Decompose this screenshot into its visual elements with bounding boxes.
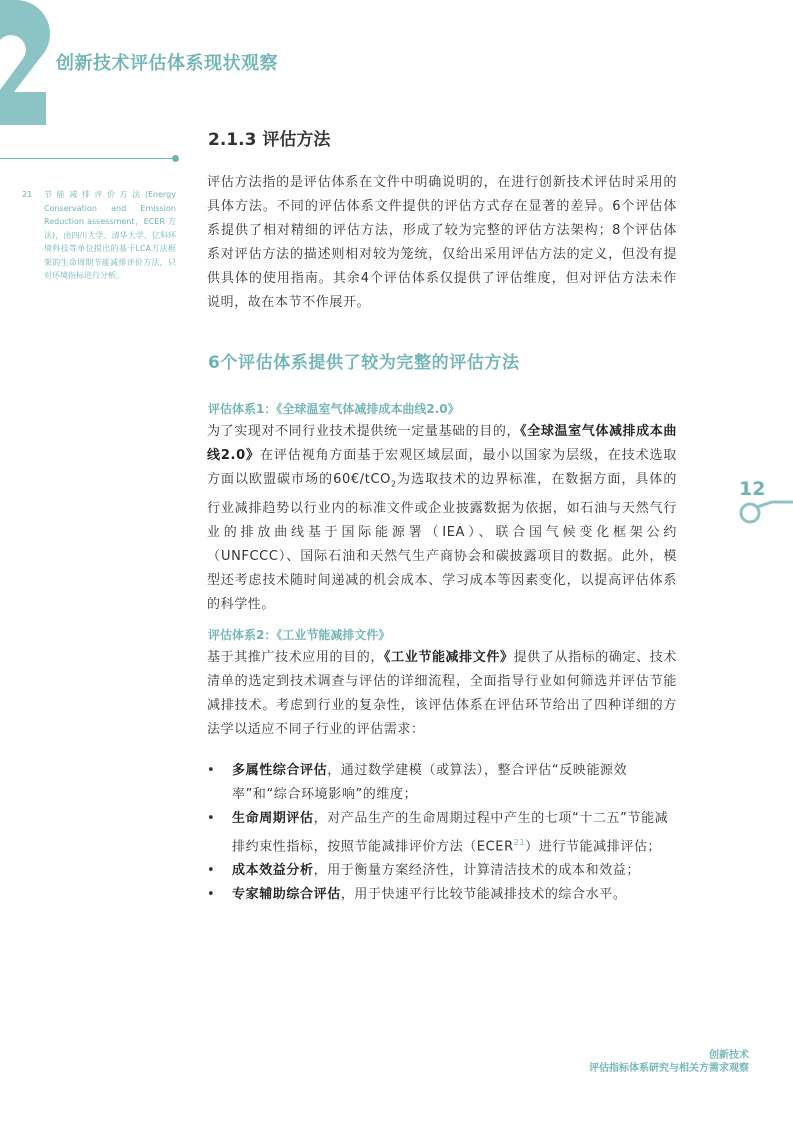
- system1-text-a: 为了实现对不同行业技术提供统一定量基础的目的，: [207, 424, 521, 439]
- system1-paragraph: [207, 420, 677, 617]
- system1-heading: 评估体系1：《全球温室气体减排成本曲线2.0》: [208, 402, 460, 416]
- footer-title: 创新技术: [709, 1050, 749, 1061]
- list-item: [205, 859, 680, 883]
- system1-text-c: 为选取技术的边界标准，在数据方面，具体的行业减排趋势以行业内的标准文件或企业披露数据为依据，如石油与天然气行业的排放曲线基于国际能源署（IEA）、联合国气候变化框架公约（UNFCCC）、国际石油和天然气生产商协会和碳披露项目的数据。此外，模型还考虑技术随时间递减的机会成本、学习成本等因素变化，以提高评估体系的科学性。: [207, 472, 677, 612]
- list-item-bold: 生命周期评估: [232, 811, 314, 826]
- list-item-text-end: ）进行节能减排评估；: [525, 839, 662, 855]
- list-item-text: ，通过数学建模（或算法），整合评估“反映能源效率”和“综合环境影响”的维度；: [232, 763, 628, 802]
- footnote-reference[interactable]: 21: [513, 838, 526, 847]
- page-number: 12: [739, 478, 766, 500]
- page-number-decoration: [738, 499, 793, 525]
- side-divider-dot: [172, 155, 179, 162]
- list-item-text: ，用于快速平行比较节能减排技术的综合水平。: [340, 887, 627, 903]
- section-title: 2.1.3 评估方法: [208, 130, 331, 150]
- subsection-title: 6个评估体系提供了较为完整的评估方法: [208, 353, 520, 373]
- list-item: [205, 759, 680, 807]
- method-list: [205, 759, 680, 907]
- footer-subtitle: 评估指标体系研究与相关方需求观察: [589, 1063, 749, 1074]
- bullet-dot: •: [207, 863, 216, 879]
- system2-heading: 评估体系2：《工业节能减排文件》: [208, 628, 391, 642]
- side-divider: [0, 158, 175, 159]
- system1-text-b: 在评估视角方面基于宏观区域层面，最小以国家为层级，在技术选取方面以欧盟碳市场的60€/tCO: [207, 448, 677, 487]
- section-intro-paragraph: 评估方法指的是评估体系在文件中明确说明的，在进行创新技术评估时采用的具体方法。不同的评估体系文件提供的评估方式存在显著的差异。6个评估体系提供了相对精细的评估方法，形成了较为完整的评估方法架构；8个评估体系对评估方法的描述则相对较为笼统，仅给出采用评估方法的定义，但没有提供具体的使用指南。其余4个评估体系仅提供了评估维度，但对评估方法未作说明，故在本节不作展开。: [207, 175, 677, 310]
- list-item-text: ，用于衡量方案经济性，计算清洁技术的成本和效益；: [313, 863, 641, 879]
- system2-paragraph: [207, 646, 677, 742]
- system1-subscript: 2: [390, 479, 397, 489]
- bullet-dot: •: [207, 763, 216, 778]
- system1-bold-title: 《全球温室气体减排成本曲线2.0》: [207, 424, 677, 463]
- system2-text-b: 提供了从指标的确定、技术清单的选定到技术调查与评估的详细流程，全面指导行业如何筛选并评估节能减排技术。考虑到行业的复杂性，该评估体系在评估环节给出了四种详细的方法学以适应不同子行业的评估需求：: [207, 650, 677, 737]
- system2-bold-title: 《工业节能减排文件》: [383, 650, 514, 665]
- list-item: [205, 807, 680, 859]
- list-item-bold: 多属性综合评估: [232, 763, 328, 778]
- list-item-text: ，对产品生产的生命周期过程中产生的七项“十二五”节能减排约束性指标，按照节能减排评价方法（ECER: [232, 811, 669, 855]
- footnote-number: 21: [22, 190, 33, 199]
- chapter-number-decoration: [0, 0, 50, 125]
- bullet-dot: •: [207, 811, 216, 826]
- list-item-bold: 专家辅助综合评估: [232, 887, 341, 903]
- system2-text-a: 基于其推广技术应用的目的，: [207, 650, 384, 665]
- list-item-bold: 成本效益分析: [232, 863, 314, 879]
- list-item: [205, 883, 680, 907]
- chapter-title: 创新技术评估体系现状观察: [56, 53, 278, 74]
- bullet-dot: •: [207, 887, 216, 903]
- footnote-text: 节能减排评价方法(Energy Conservation and Emission Reduction assessment，ECER 方法)，由四川大学、清华大学、亿科环境科技等单位提出的基于LCA方法框架的生命周期节能减排评价方法，只对环境指标进行分析。: [44, 190, 176, 280]
